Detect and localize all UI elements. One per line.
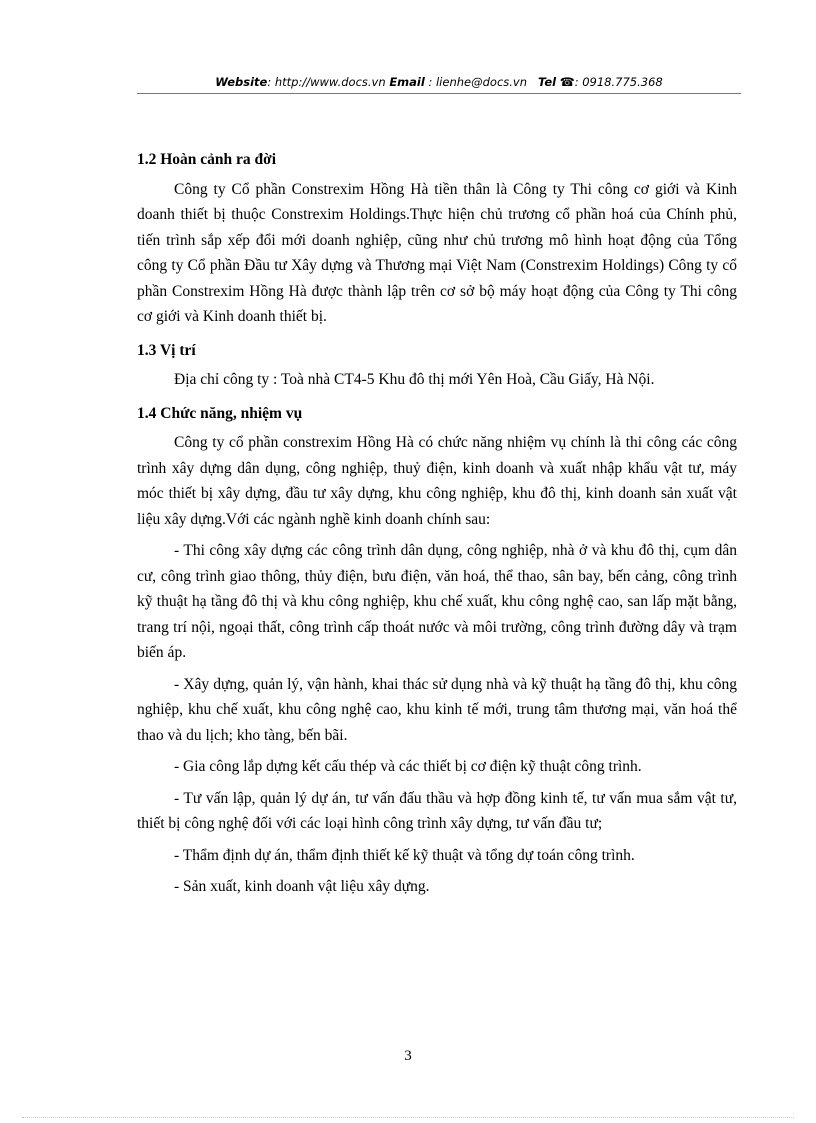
paragraph: Công ty Cổ phần Constrexim Hồng Hà tiền thân là Công ty Thi công cơ giới và Kinh doanh thiết bị thuộc Constrexim Holdings.Thực hiện chủ trương cổ phần hoá của Chính phủ, tiến trình sắp xếp đổi mới doanh nghiệp, cũng như chủ trương mô hình hoạt động của Tổng công ty Cổ phần Đầu tư Xây dựng và Thương mại Việt Nam (Constrexim Holdings) Công ty cổ phần Constrexim Hồng Hà được thành lập trên cơ sở bộ máy hoạt động của Công ty Thi công cơ giới và Kinh doanh thiết bị.	[137, 180, 737, 325]
page-number: 3	[404, 1048, 412, 1064]
list-item: - Thẩm định dự án, thẩm định thiết kế kỹ thuật và tổng dự toán công trình.	[174, 846, 635, 864]
section-heading: 1.3 Vị trí	[137, 341, 196, 359]
paragraph: Công ty cổ phần constrexim Hồng Hà có chức năng nhiệm vụ chính là thi công các công trình xây dựng dân dụng, công nghiệp, thuỷ điện, kinh doanh và xuất nhập khẩu vật tư, máy móc thiết bị xây dựng, đầu tư xây dựng, khu công nghiệp, khu đô thị, kinh doanh sản xuất vật liệu xây dựng.Với các ngành nghề kinh doanh chính sau:	[137, 434, 737, 528]
tel-label: Tel	[537, 75, 557, 89]
website-separator: :	[267, 75, 275, 89]
list-item: - Tư vấn lập, quản lý dự án, tư vấn đấu thầu và hợp đồng kinh tế, tư vấn mua sắm vật tư, thiết bị công nghệ đối với các loại hình công trình xây dựng, tư vấn đầu tư;	[137, 789, 737, 832]
section-heading: 1.2 Hoàn cảnh ra đời	[137, 151, 277, 168]
website-url[interactable]: http://www.docs.vn	[274, 75, 386, 89]
list-item: - Gia công lắp dựng kết cấu thép và các thiết bị cơ điện kỹ thuật công trình.	[174, 758, 642, 775]
header-divider	[137, 93, 741, 94]
section-heading: 1.4 Chức năng, nhiệm vụ	[137, 404, 303, 422]
list-item: - Thi công xây dựng các công trình dân dụng, công nghiệp, nhà ở và khu đô thị, cụm dân cư, công trình giao thông, thủy điện, bưu điện, văn hoá, thể thao, sân bay, bến cảng, công trình kỹ thuật hạ tầng đô thị và khu công nghiệp, khu chế xuất, khu công nghệ cao, san lấp mặt bằng, trang trí nội, ngoại thất, công trình cấp thoát nước và môi trường, công trình đường dây và trạm biến áp.	[137, 542, 737, 661]
website-label: Website	[215, 75, 268, 89]
page-header	[137, 75, 741, 89]
paragraph: Địa chỉ công ty : Toà nhà CT4-5 Khu đô thị mới Yên Hoà, Cầu Giấy, Hà Nội.	[174, 371, 655, 388]
list-item: - Xây dựng, quản lý, vận hành, khai thác sử dụng nhà và kỹ thuật hạ tầng đô thị, khu công nghiệp, khu chế xuất, khu công nghệ cao, khu kinh tế mới, trung tâm thương mại, văn hoá thể thao và du lịch; kho tàng, bến bãi.	[137, 675, 737, 744]
email-separator: :	[424, 75, 436, 89]
email-address[interactable]: lienhe@docs.vn	[435, 75, 528, 89]
phone-icon: ☎	[559, 75, 575, 89]
page-bottom-border	[22, 1117, 794, 1118]
tel-number: : 0918.775.368	[574, 75, 663, 89]
email-label: Email	[389, 75, 425, 89]
list-item: - Sản xuất, kinh doanh vật liệu xây dựng.	[174, 878, 430, 895]
document-body	[137, 147, 737, 906]
